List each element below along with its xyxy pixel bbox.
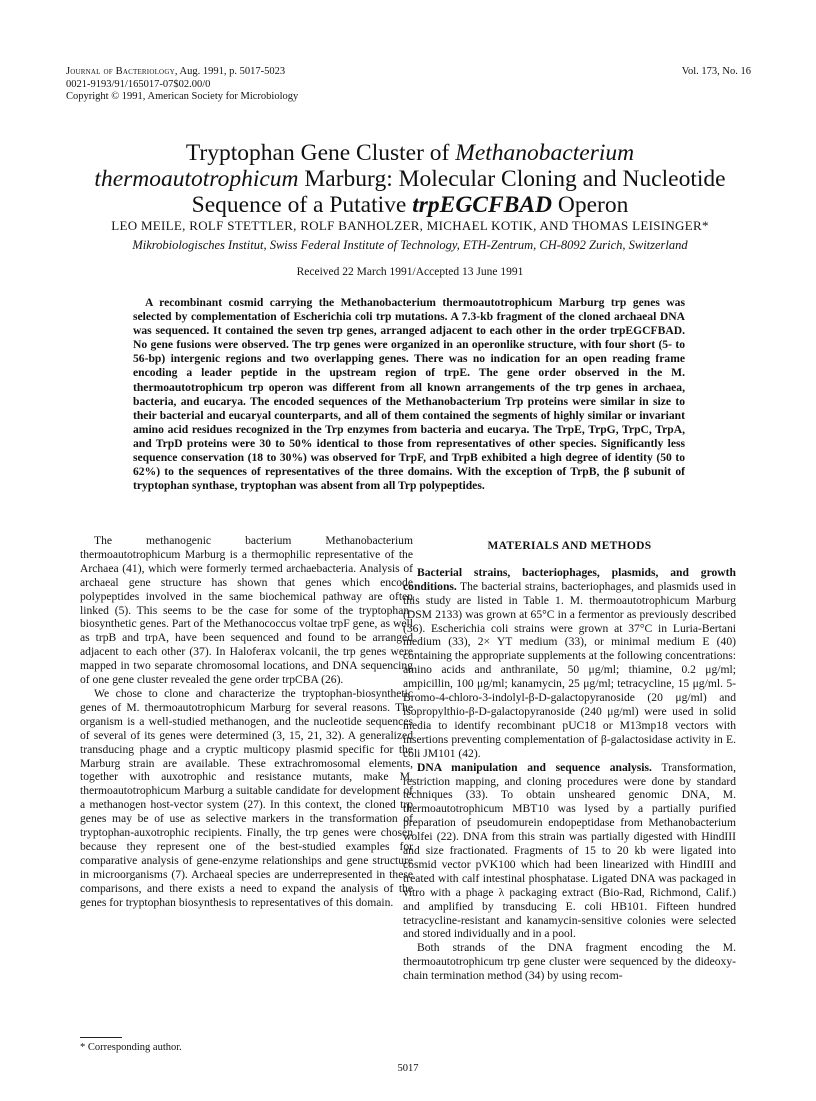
copyright-line: Copyright © 1991, American Society for Microbiology (66, 91, 299, 102)
title-text: Tryptophan Gene Cluster of (185, 140, 456, 166)
right-column (403, 534, 736, 983)
methods-paragraph (403, 566, 736, 761)
paragraph-body: The bacterial strains, bacteriophages, and plasmids used in this study are listed in Table 1. M. thermoautotrophicum Marburg (DSM 2133) was grown at 65°C in a fermentor as previously described (36). Escherichia coli strains were grown at 37°C in Luria-Bertani medium (33), 2× YT medium (33), or minimal medium E (40) containing the appropriate supplements at the following concentrations: amino acids and anthranilate, 50 μg/ml; thiamine, 0.2 μg/ml; ampicillin, 100 μg/ml; kanamycin, 25 μg/ml; tetracycline, 15 μg/ml. 5-Bromo-4-chloro-3-indolyl-β-D-galactopyranoside (20 μg/ml) and isopropylthio-β-D-galactopyranoside (240 μg/ml) were used in solid media to identify recombinant pUC18 or M13mp18 vectors with insertions preventing complementation of β-galactosidase activity in E. coli JM101 (42). (403, 579, 736, 760)
section-heading: MATERIALS AND METHODS (487, 540, 652, 552)
article-title (60, 140, 760, 218)
title-text: Marburg: Molecular Cloning and Nucleotide (298, 166, 726, 192)
volume-number: Vol. 173, No. 16 (681, 66, 751, 77)
journal-name: Journal of Bacteriology (66, 66, 175, 77)
intro-paragraph: We chose to clone and characterize the tryptophan-biosynthetic genes of M. thermoautotrophicum Marburg for several reasons. The organism is a well-studied methanogen, and the nucleotide sequences of several of its genes were determined (3, 15, 21, 32). A generalized transducing phage and a cryptic multicopy plasmid specific for the Marburg strain are available. These extrachromosomal elements, together with auxotrophic and resistance mutants, make M. thermoautotrophicum Marburg a suitable candidate for development of a methanogen host-vector system (27). In this context, the cloned trp genes may be of use as selective markers in the transformation of tryptophan-auxotrophic recipients. Finally, the trp genes were chosen because they represent one of the best-studied examples for comparative analysis of gene-enzyme relationships and gene structure in microorganisms (7). Archaeal species are underrepresented in these comparisons, and there exists a need to expand the analysis of the genes for tryptophan biosynthesis to representatives of this domain. (80, 686, 413, 909)
footnote: * Corresponding author. (80, 1042, 182, 1053)
title-italic: Methanobacterium (455, 140, 635, 166)
journal-header (66, 66, 751, 104)
paragraph-body: Transformation, restriction mapping, and cloning procedures were done by standard techniques (33). To obtain unsheared genomic DNA, M. thermoautotrophicum MBT10 was lysed by a partially purified preparation of pseudomurein endopeptidase from Methanobacterium wolfei (22). DNA from this strain was partially digested with HindIII and size fractionated. Fragments of 15 to 20 kb were ligated into cosmid vector pVK100 which had been linearized with HindIII and treated with calf intestinal phosphatase. Ligated DNA was packaged in vitro with a phage λ packaging extract (Bio-Rad, Richmond, Calif.) and amplified by transducing E. coli HB101. Fifteen hundred tetracycline-resistant and kanamycin-sensitive colonies were selected and stored individually and in a pool. (403, 760, 737, 941)
methods-paragraph (403, 761, 736, 942)
page-number: 5017 (397, 1063, 419, 1074)
left-column (80, 534, 413, 909)
journal-citation (66, 66, 751, 79)
abstract: A recombinant cosmid carrying the Methanobacterium thermoautotrophicum Marburg trp genes was selected by complementation of Escherichia coli trp mutations. A 7.3-kb fragment of the cloned archaeal DNA was sequenced. It contained the seven trp genes, arranged adjacent to each other in the order trpEGCFBAD. No gene fusions were observed. The trp genes were organized in an operonlike structure, with four short (5- to 56-bp) intergenic regions and two overlapping genes. There was no indication for an open reading frame encoding a leader peptide in the upstream region of trpE. The gene order observed in the M. thermoautotrophicum trp operon was different from all known arrangements of the trp genes in archaea, bacteria, and eucarya. The encoded sequences of the Methanobacterium Trp proteins were similar in size to their bacterial and eucaryal counterparts, and all of them contained the segments of highly similar or invariant amino acid residues recognized in the Trp enzymes from bacteria and eucarya. The TrpE, TrpG, TrpC, TrpA, and TrpD proteins were 30 to 50% identical to those from representatives of other species. Significantly less sequence conservation (18 to 30%) was observed for TrpF, and TrpB exhibited a high degree of identity (50 to 62%) to the sequences of representatives of the three domains. With the exception of TrpB, the β subunit of tryptophan synthase, tryptophan was absent from all Trp polypeptides. (133, 296, 685, 493)
methods-paragraph: Both strands of the DNA fragment encoding the M. thermoautotrophicum trp gene cluster were sequenced by the dideoxy-chain termination method (34) by using recom- (403, 941, 736, 983)
footnote-divider (80, 1037, 122, 1038)
intro-paragraph: The methanogenic bacterium Methanobacterium thermoautotrophicum Marburg is a thermophilic representative of the Archaea (41), which were formerly termed archaebacteria. Analysis of archaeal gene structure has shown that genes which encode polypeptides involved in the same biochemical pathway are often linked (5). This seems to be the case for some of the tryptophan-biosynthetic genes. Part of the Methanococcus voltae trpF gene, as well as trpB and trpA, have been sequenced and found to be arranged adjacent to each other (37). In Haloferax volcanii, the trp genes were mapped in two separate chromosomal locations, and DNA sequencing of one gene cluster revealed the gene order trpCBA (26). (80, 534, 413, 687)
journal-code: 0021-9193/91/165017-07$02.00/0 (66, 78, 211, 90)
received-date: Received 22 March 1991/Accepted 13 June 1991 (296, 266, 524, 278)
title-text: Operon (551, 192, 629, 218)
paragraph-heading: DNA manipulation and sequence analysis. (417, 760, 652, 774)
title-text: Sequence of a Putative (191, 192, 413, 218)
author-list: LEO MEILE, ROLF STETTLER, ROLF BANHOLZER, MICHAEL KOTIK, AND THOMAS LEISINGER* (111, 218, 709, 233)
title-italic: trpEGCFBAD (412, 192, 552, 218)
title-italic: thermoautotrophicum (94, 166, 299, 192)
journal-issue: , Aug. 1991, p. 5017-5023 (174, 66, 286, 77)
paragraph-heading: Bacterial strains, bacteriophages, plasmids, and growth conditions. (403, 565, 736, 593)
affiliation: Mikrobiologisches Institut, Swiss Federal Institute of Technology, ETH-Zentrum, CH-8092 Zurich, Switzerland (132, 238, 688, 252)
